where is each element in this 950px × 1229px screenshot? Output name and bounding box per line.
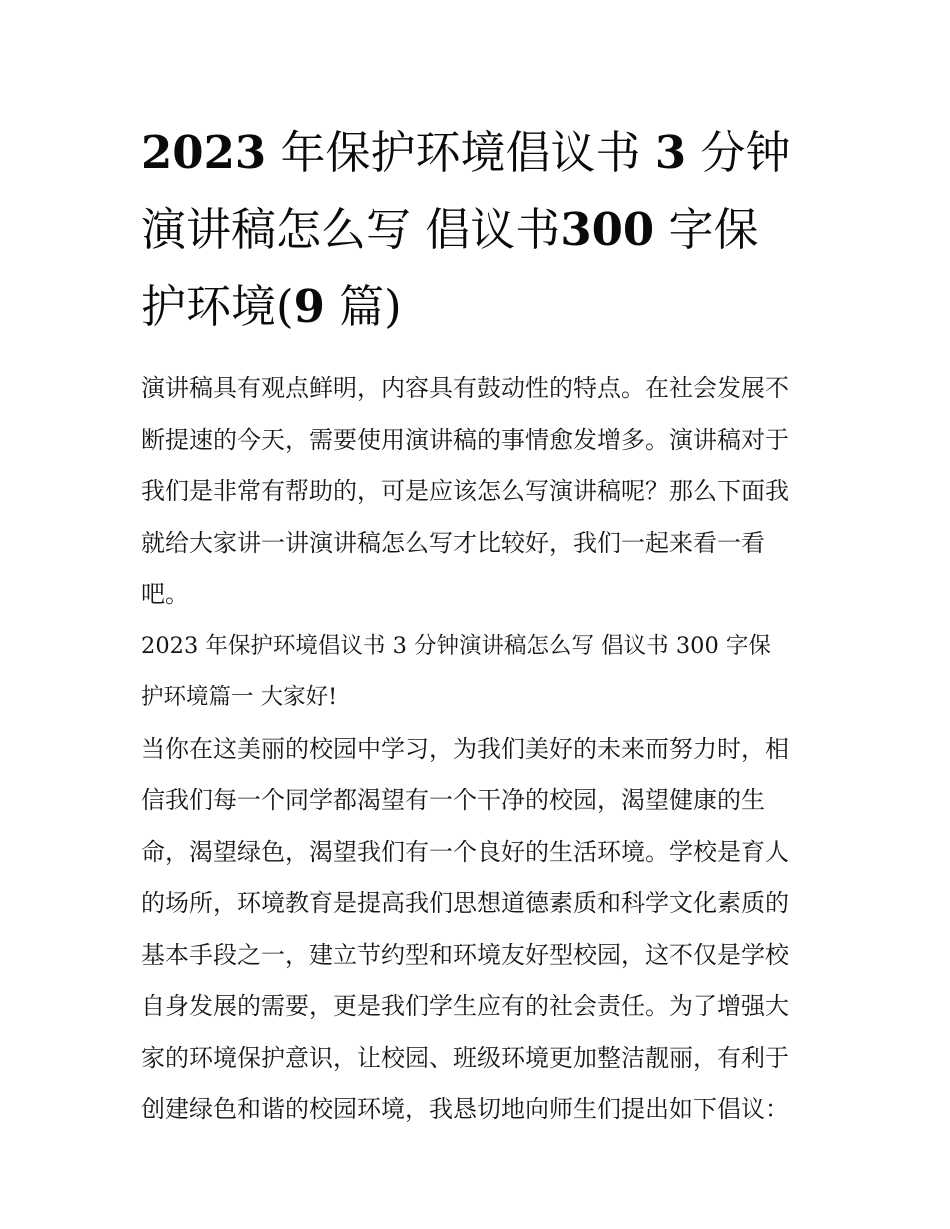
title-text: 300 (560, 203, 655, 256)
document-content (141, 114, 813, 1136)
text-line: 断提速的今天，需要使用演讲稿的事情愈发增多。演讲稿对于 (141, 425, 789, 454)
text-line: 演讲稿具有观点鲜明，内容具有鼓动性的特点。在社会发展不 (141, 374, 789, 402)
title-text: 字保 (654, 203, 759, 256)
document-title (141, 114, 813, 345)
text-line: 信我们每一个同学都渴望有一个干净的校园，渴望健康的生 (141, 786, 765, 814)
text-line: 当你在这美丽的校园中学习，为我们美好的未来而努力时，相 (141, 734, 789, 763)
text-line: 基本手段之一，建立节约型和环境友好型校园，这不仅是学校 (141, 940, 789, 969)
section-heading (141, 621, 813, 724)
document-body (141, 363, 813, 1136)
text-line: 自身发展的需要，更是我们学生应有的社会责任。为了增强大 (141, 992, 789, 1020)
title-text: 3 (654, 126, 687, 179)
text-line: 护环境篇一 大家好! (141, 684, 338, 710)
title-text: 9 (293, 280, 325, 333)
title-text: 演讲稿怎么写 倡议书 (141, 203, 561, 256)
body-paragraph (141, 724, 813, 1136)
intro-paragraph (141, 363, 813, 621)
text-line: 就给大家讲一讲演讲稿怎么写才比较好，我们一起来看一看 (141, 528, 765, 557)
title-text: 2023 (141, 126, 267, 179)
title-line (141, 114, 813, 191)
text-line: 2023 年保护环境倡议书 3 分钟演讲稿怎么写 倡议书 300 字保 (141, 632, 771, 659)
text-line: 命，渴望绿色，渴望我们有一个良好的生活环境。学校是育人 (141, 837, 789, 866)
text-line: 的场所，环境教育是提高我们思想道德素质和科学文化素质的 (141, 889, 789, 917)
text-line: 家的环境保护意识，让校园、班级环境更加整洁靓丽，有利于 (141, 1043, 789, 1072)
title-line (141, 191, 813, 268)
title-text: 篇) (324, 280, 402, 333)
title-text: 护环境( (141, 280, 294, 333)
title-text: 年保护环境倡议书 (266, 126, 655, 179)
text-line: 创建绿色和谐的校园环境，我恳切地向师生们提出如下倡议： (141, 1095, 789, 1123)
title-line (141, 268, 813, 345)
text-line: 吧。 (141, 580, 189, 608)
title-text: 分钟 (686, 126, 791, 179)
text-line: 我们是非常有帮助的，可是应该怎么写演讲稿呢？那么下面我 (141, 477, 789, 505)
